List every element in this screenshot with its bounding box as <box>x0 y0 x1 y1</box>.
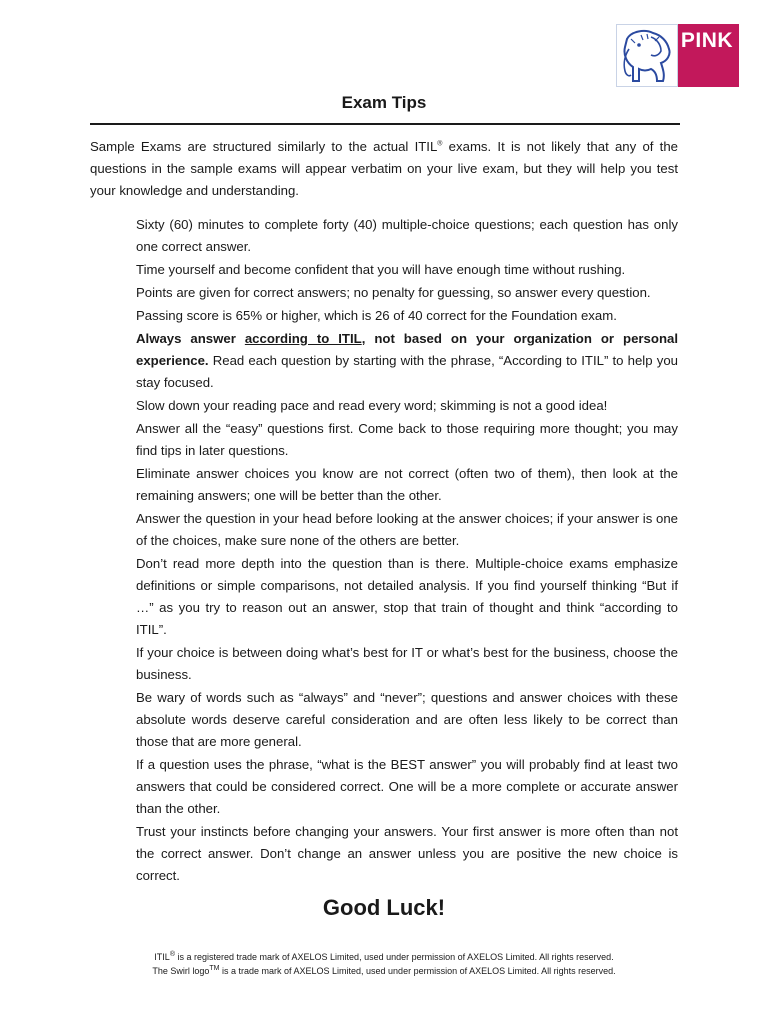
footer-line-2 <box>90 964 678 978</box>
tip-item: Be wary of words such as “always” and “never”; questions and answer choices with these absolute words deserve careful consideration and are often less likely to be correct than those that are more general. <box>136 690 678 749</box>
footer-text: ITIL <box>154 952 170 962</box>
tips-list <box>136 214 678 888</box>
intro-text-a: Sample Exams are structured similarly to the actual ITIL <box>90 139 438 154</box>
tip-item: If a question uses the phrase, “what is the BEST answer” you will probably find at least two answers that could be considered correct. One will be a more complete or accurate answer than the other. <box>136 757 678 816</box>
elephant-logo-icon <box>616 24 678 87</box>
intro-paragraph <box>90 136 678 202</box>
footer-text: is a registered trade mark of AXELOS Limited, used under permission of AXELOS Limited. All rights reserved. <box>174 952 614 962</box>
tip-item: Trust your instincts before changing your answers. Your first answer is more often than not the correct answer. Don’t change an answer unless you are positive the new choice is correct. <box>136 824 678 883</box>
footer-text: is a trade mark of AXELOS Limited, used under permission of AXELOS Limited. All rights reserved. <box>219 966 616 976</box>
tip-item: If your choice is between doing what’s best for IT or what’s best for the business, choose the business. <box>136 645 678 682</box>
brand-logo <box>616 24 739 87</box>
trademark-mark: TM <box>209 965 220 972</box>
tip-item <box>136 328 678 394</box>
tip-item: Passing score is 65% or higher, which is 26 of 40 correct for the Foundation exam. <box>136 308 617 323</box>
tip-item: Eliminate answer choices you know are not correct (often two of them), then look at the remaining answers; one will be better than the other. <box>136 466 678 503</box>
title-divider <box>90 123 680 125</box>
logo-text: PINK <box>680 29 734 52</box>
tip-underlined: according to ITIL <box>244 331 362 346</box>
tip-item: Answer all the “easy” questions first. Come back to those requiring more thought; you may find tips in later questions. <box>136 421 678 458</box>
tip-rest: Read each question by starting with the phrase, “According to ITIL” to help you stay focused. <box>136 353 678 390</box>
tip-bold-a: Always answer <box>136 331 245 346</box>
tip-item: Time yourself and become confident that you will have enough time without rushing. <box>136 262 626 277</box>
registered-mark: ® <box>169 951 175 958</box>
tip-item: Sixty (60) minutes to complete forty (40) multiple-choice questions; each question has only one correct answer. <box>136 217 678 254</box>
intro-text-b: exams. It is not likely that any of the questions in the sample exams will appear verbatim on your live exam, but they will help you test your knowledge and understanding. <box>90 139 678 198</box>
closing-heading: Good Luck! <box>322 895 446 920</box>
tip-item: Answer the question in your head before looking at the answer choices; if your answer is one of the choices, make sure none of the others are better. <box>136 511 678 548</box>
page-title: Exam Tips <box>341 93 427 112</box>
tip-item: Don’t read more depth into the question than is there. Multiple-choice exams emphasize definitions or simple comparisons, not detailed analysis. If you find yourself thinking “But if …” as you try to reason out an answer, stop that train of thought and think “according to ITIL”. <box>136 556 678 637</box>
footer <box>90 950 678 978</box>
footer-line-1 <box>90 950 678 964</box>
tip-item: Slow down your reading pace and read every word; skimming is not a good idea! <box>136 398 608 413</box>
registered-mark: ® <box>437 140 443 148</box>
tip-bold-b: , not based on your organization or personal experience. <box>136 331 678 368</box>
tip-item: Points are given for correct answers; no penalty for guessing, so answer every question. <box>136 285 651 300</box>
footer-text: The Swirl logo <box>152 966 210 976</box>
